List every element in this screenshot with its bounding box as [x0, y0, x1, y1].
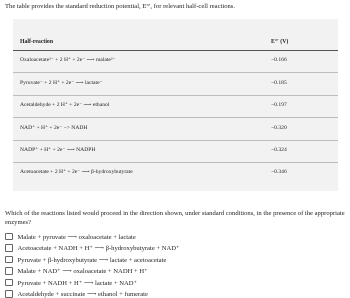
option-2-checkbox[interactable] [5, 244, 13, 252]
option-6-label: Acetaldehyde + succinate ⟶ ethanol + fumerate [17, 291, 148, 298]
option-5[interactable] [5, 278, 137, 287]
row-divider [13, 162, 338, 163]
option-3[interactable] [5, 255, 166, 264]
option-1-label: Malate + pyruvate ⟶ oxaloacetate + lactate [17, 233, 136, 241]
half-reaction: Pyruvate⁻ + 2 H⁺ + 2e⁻ ⟶ lactate⁻ [20, 80, 103, 86]
half-reaction: Oxaloacetate²⁻ + 2 H⁺ + 2e⁻ ⟶ malate²⁻ [20, 57, 116, 63]
half-reaction: NADP⁺ + H⁺ + 2e⁻ ⟶ NADPH [20, 147, 96, 153]
option-4[interactable] [5, 267, 148, 276]
option-3-checkbox[interactable] [5, 256, 13, 264]
potential-value: −0.185 [271, 80, 287, 86]
reduction-potential-table [13, 19, 338, 191]
intro-text: The table provides the standard reduction potential, E°′, for relevant half-cell reactions. [5, 3, 236, 10]
potential-value: −0.346 [271, 169, 287, 175]
header-half-reaction: Half-reaction [20, 39, 54, 45]
question-text: Which of the reactions listed would proceed in the direction shown, under standard conditions, in the presence of the appropriate enzymes? [5, 210, 345, 226]
option-6-checkbox[interactable] [5, 290, 13, 298]
option-3-label: Pyruvate + β-hydroxybutyrate ⟶ lactate + acetoacetate [17, 256, 167, 264]
row-divider [13, 117, 338, 118]
option-2-label: Acetoacetate + NADH + H⁺ ⟶ β-hydroxybutyrate + NAD⁺ [17, 245, 180, 252]
potential-value: −0.320 [271, 125, 287, 131]
option-5-checkbox[interactable] [5, 279, 13, 287]
half-reaction: NAD⁺ + H⁺ + 2e⁻ −> NADH [20, 125, 88, 131]
half-reaction: Acetaldehyde + 2 H⁺ + 2e⁻ ⟶ ethanol [20, 102, 110, 108]
option-1[interactable] [5, 232, 136, 241]
row-divider [13, 140, 338, 141]
header-rule [13, 50, 338, 51]
potential-value: −0.197 [271, 102, 287, 108]
option-1-checkbox[interactable] [5, 233, 13, 241]
option-4-checkbox[interactable] [5, 267, 13, 275]
option-4-label: Malate + NAD⁺ ⟶ oxaloacetate + NADH + H⁺ [17, 268, 148, 275]
option-2[interactable] [5, 244, 180, 253]
row-divider [13, 72, 338, 73]
option-5-label: Pyruvate + NADH + H⁺ ⟶ lactate + NAD⁺ [17, 279, 137, 287]
half-reaction: Acetoacetate + 2 H⁺ + 2e⁻ ⟶ β-hydroxybutyrate [20, 169, 133, 175]
potential-value: −0.324 [271, 147, 287, 153]
header-potential: E°′ (V) [271, 39, 289, 45]
potential-value: −0.166 [271, 57, 287, 63]
row-divider [13, 95, 338, 96]
option-6[interactable] [5, 290, 148, 298]
